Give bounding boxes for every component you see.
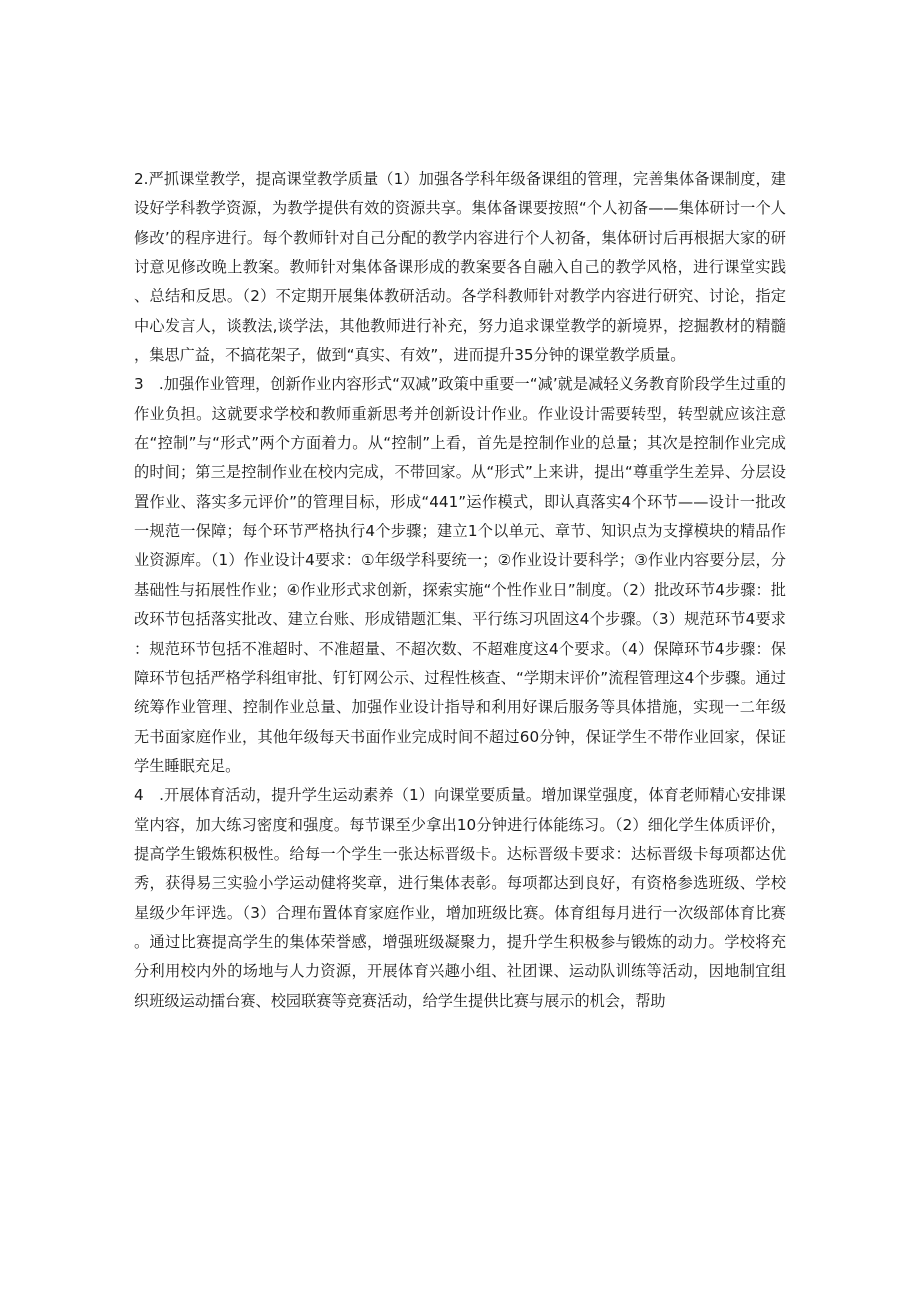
paragraph-classroom-teaching: 2.严抓课堂教学，提高课堂教学质量（1）加强各学科年级备课组的管理，完善集体备课制度，建设好学科教学资源，为教学提供有效的资源共享。集体备课要按照“个人初备——集体研讨一个人修改’的程序进行。每个教师针对自己分配的教学内容进行个人初备，集体研讨后再根据大家的研讨意见修改晚上教案。教师针对集体备课形成的教案要各自融入自己的教学风格，进行课堂实践、总结和反思。（2）不定期开展集体教研活动。各学科教师针对教学内容进行研究、讨论，指定中心发言人，谈教法,谈学法，其他教师进行补充，努力追求课堂教学的新境界，挖掘教材的精髓，集思广益，不搞花架子，做到“真实、有效”，进而提升35分钟的课堂教学质量。 [134, 170, 786, 365]
paragraph-sports-activities: 4 .开展体育活动，提升学生运动素养（1）向课堂要质量。增加课堂强度，体育老师精心安排课堂内容，加大练习密度和强度。每节课至少拿出10分钟进行体能练习。（2）细化学生体质评价，提高学生锻炼积极性。给每一个学生一张达标晋级卡。达标晋级卡要求：达标晋级卡每项都达优秀，获得易三实验小学运动健将奖章，进行集体表彰。每项都达到良好，有资格参选班级、学校星级少年评选。（3）合理布置体育家庭作业，增加班级比赛。体育组每月进行一次级部体育比赛。通过比赛提高学生的集体荣誉感，增强班级凝聚力，提升学生积极参与锻炼的动力。学校将充分利用校内外的场地与人力资源，开展体育兴趣小组、社团课、运动队训练等活动，因地制宜组织班级运动擂台赛、校园联赛等竞赛活动，给学生提供比赛与展示的机会，帮助 [134, 786, 786, 1010]
document-body [134, 165, 786, 1016]
paragraph-homework-management: 3 .加强作业管理，创新作业内容形式“双减”政策中重要一“减’就是减轻义务教育阶段学生过重的作业负担。这就要求学校和教师重新思考并创新设计作业。作业设计需要转型，转型就应该注意在“控制”与“形式”两个方面着力。从“控制”上看，首先是控制作业的总量；其次是控制作业完成的时间；第三是控制作业在校内完成，不带回家。从“形式”上来讲，提出“尊重学生差异、分层设置作业、落实多元评价”的管理目标，形成“441”运作模式，即认真落实4个环节——设计一批改一规范一保障；每个环节严格执行4个步骤；建立1个以单元、章节、知识点为支撑模块的精品作业资源库。（1）作业设计4要求：①年级学科要统一；②作业设计要科学；③作业内容要分层，分基础性与拓展性作业；④作业形式求创新，探索实施“个性作业日”制度。（2）批改环节4步骤：批改环节包括落实批改、建立台账、形成错题汇集、平行练习巩固这4个步骤。（3）规范环节4要求：规范环节包括不准超时、不准超量、不超次数、不超难度这4个要求。（4）保障环节4步骤：保障环节包括严格学科组审批、钉钉网公示、过程性核查、“学期末评价”流程管理这4个步骤。通过统筹作业管理、控制作业总量、加强作业设计指导和利用好课后服务等具体措施，实现一二年级无书面家庭作业，其他年级每天书面作业完成时间不超过60分钟，保证学生不带作业回家，保证学生睡眠充足。 [134, 375, 786, 775]
